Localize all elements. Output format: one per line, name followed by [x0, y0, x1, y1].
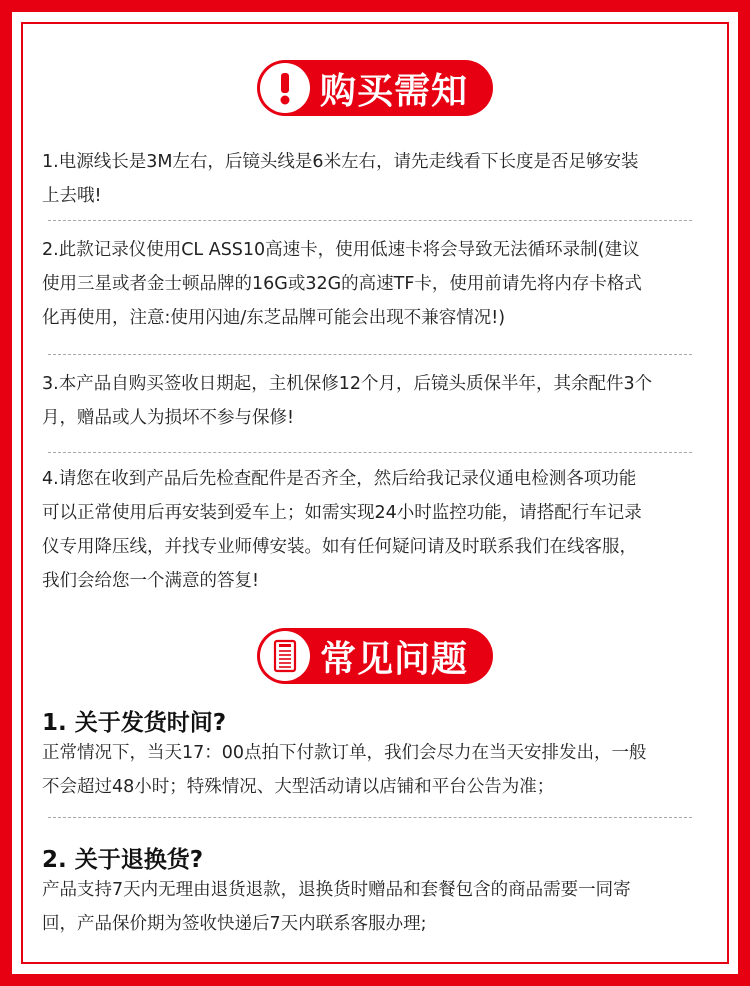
divider [48, 452, 692, 453]
faq-banner [257, 628, 493, 684]
faq-question-1: 1. 关于发货时间? [42, 710, 227, 736]
faq-answer-1: 正常情况下，当天17：00点拍下付款订单，我们会尽力在当天安排发出，一般 不会超过48小时；特殊情况、大型活动请以店铺和平台公告为准； [42, 743, 647, 797]
notice-item-1: 1.电源线长是3M左右，后镜头线是6米左右，请先走线看下长度是否足够安装 上去哦! [42, 152, 639, 206]
notice-banner [257, 60, 493, 116]
faq-answer-2: 产品支持7天内无理由退货退款，退换货时赠品和套餐包含的商品需要一同寄 回，产品保价期为签收快递后7天内联系客服办理; [42, 880, 631, 934]
exclamation-icon [260, 63, 310, 113]
divider [48, 354, 692, 355]
faq-question-2: 2. 关于退换货? [42, 847, 204, 873]
notice-item-4: 4.请您在收到产品后先检查配件是否齐全，然后给我记录仪通电检测各项功能 可以正常使用后再安装到爱车上；如需实现24小时监控功能，请搭配行车记录 仪专用降压线，并找专业师傅安装。如有任何疑问请及时联系我们在线客服， 我们会给您一个满意的答复! [42, 469, 642, 591]
notice-title: 购买需知 [320, 70, 469, 112]
faq-title: 常见问题 [320, 638, 469, 680]
notice-item-3: 3.本产品自购买签收日期起，主机保修12个月，后镜头质保半年，其余配件3个 月，赠品或人为损坏不参与保修! [42, 374, 653, 428]
divider [48, 817, 692, 818]
document-list-icon [260, 631, 310, 681]
notice-item-2: 2.此款记录仪使用CL ASS10高速卡，使用低速卡将会导致无法循环录制(建议 使用三星或者金士顿品牌的16G或32G的高速TF卡，使用前请先将内存卡格式 化再使用，注意:使用闪迪/东芝品牌可能会出现不兼容情况!) [42, 240, 642, 328]
divider [48, 220, 692, 221]
